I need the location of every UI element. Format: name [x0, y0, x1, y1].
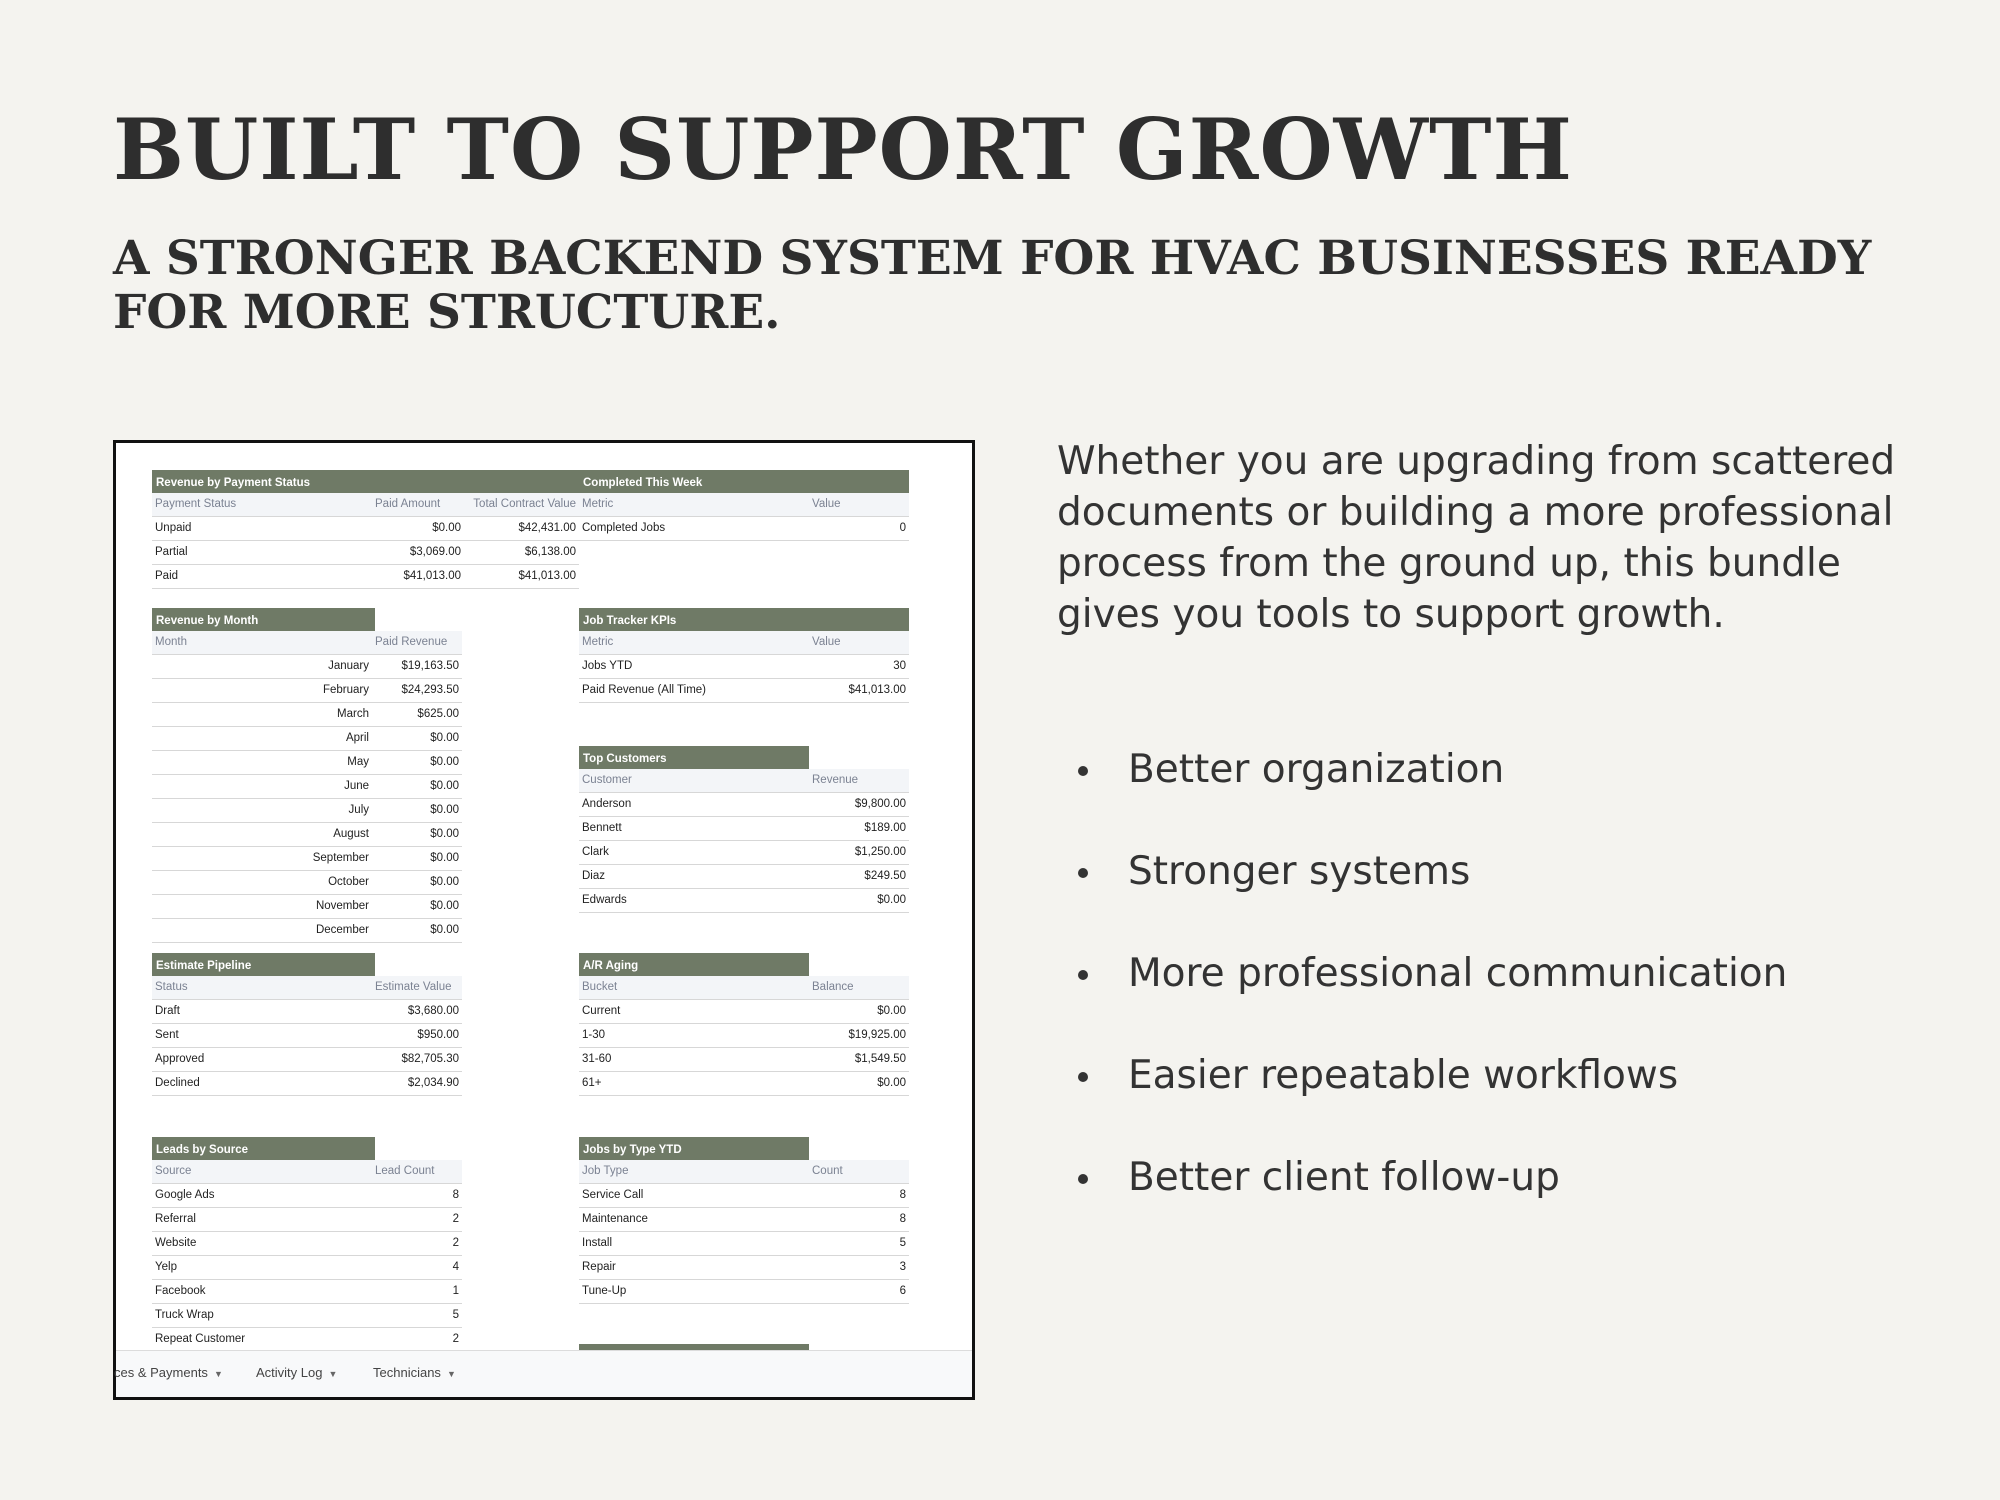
table-row: [152, 1184, 462, 1208]
estimate-pipeline-table: [152, 953, 462, 1096]
bullet-icon: [1078, 868, 1088, 878]
table-cell: $0.00: [430, 756, 459, 768]
table-cell: $189.00: [864, 822, 906, 834]
table-cell: $2,034.90: [407, 1077, 459, 1089]
dropdown-caret-icon: ▼: [328, 1369, 338, 1379]
table-cell: $3,680.00: [407, 1005, 459, 1017]
table-cell: 2: [452, 1213, 459, 1225]
page-title: BUILT TO SUPPORT GROWTH: [113, 100, 1573, 199]
table-cell: Maintenance: [582, 1213, 648, 1225]
table-cell: 1: [452, 1285, 459, 1297]
table-cell: $0.00: [877, 1005, 906, 1017]
table-row: [152, 1280, 462, 1304]
table-cell: Paid Revenue (All Time): [582, 684, 706, 696]
spreadsheet-screenshot: [113, 440, 975, 1400]
table-row: [579, 1256, 909, 1280]
table-cell: Diaz: [582, 870, 606, 882]
table-cell: Draft: [155, 1005, 180, 1017]
table-cell: Repeat Customer: [155, 1333, 246, 1345]
table-cell: $0.00: [430, 924, 459, 936]
table-title: Job Tracker KPIs: [579, 608, 909, 631]
revenue-by-month-table: [152, 608, 462, 943]
table-cell: 8: [899, 1189, 906, 1201]
table-cell: Install: [582, 1237, 613, 1249]
table-cell: Current: [582, 1005, 621, 1017]
bullet-icon: [1078, 1174, 1088, 1184]
table-cell: Unpaid: [155, 522, 192, 534]
table-row: [152, 1328, 462, 1352]
table-cell: $0.00: [430, 876, 459, 888]
column-header: Metric: [582, 636, 614, 648]
table-cell: Partial: [155, 546, 188, 558]
table-cell: 4: [452, 1261, 459, 1273]
completed-this-week-table: [579, 470, 909, 541]
column-header: Job Type: [582, 1165, 629, 1177]
table-cell: $19,925.00: [848, 1029, 906, 1041]
table-header-row: [579, 631, 909, 655]
table-header-row: [152, 1160, 462, 1184]
table-cell: $1,250.00: [854, 846, 906, 858]
table-cell: Completed Jobs: [582, 522, 666, 534]
table-cell: August: [333, 828, 369, 840]
table-row: [152, 517, 579, 541]
table-header-row: [152, 631, 462, 655]
table-cell: $1,549.50: [854, 1053, 906, 1065]
table-cell: $0.00: [877, 1077, 906, 1089]
dropdown-caret-icon: ▼: [213, 1369, 223, 1379]
table-cell: 8: [899, 1213, 906, 1225]
column-header: Value: [812, 498, 841, 510]
table-row: [579, 793, 909, 817]
table-row: [152, 703, 462, 727]
table-row: [152, 1256, 462, 1280]
table-cell: 8: [452, 1189, 459, 1201]
table-cell: 61+: [582, 1077, 602, 1089]
table-row: [579, 865, 909, 889]
table-cell: Declined: [155, 1077, 200, 1089]
table-cell: Clark: [582, 846, 609, 858]
table-row: [152, 1000, 462, 1024]
table-row: [579, 1232, 909, 1256]
table-row: [152, 727, 462, 751]
table-cell: $0.00: [430, 804, 459, 816]
table-cell: Referral: [155, 1213, 196, 1225]
table-cell: $0.00: [877, 894, 906, 906]
table-row: [152, 895, 462, 919]
table-row: [579, 841, 909, 865]
table-cell: Facebook: [155, 1285, 206, 1297]
column-header: Customer: [582, 774, 632, 786]
table-row: [152, 799, 462, 823]
table-cell: 3: [899, 1261, 906, 1273]
sheet-tab-label: Technicians: [373, 1365, 441, 1380]
table-cell: $625.00: [417, 708, 459, 720]
table-cell: $950.00: [417, 1029, 459, 1041]
column-header: Revenue: [812, 774, 859, 786]
table-row: [152, 655, 462, 679]
table-cell: $41,013.00: [848, 684, 906, 696]
table-cell: $41,013.00: [403, 570, 461, 582]
dropdown-caret-icon: ▼: [446, 1369, 456, 1379]
table-row: [152, 1232, 462, 1256]
bullet-icon: [1078, 970, 1088, 980]
table-title: Top Customers: [579, 746, 809, 769]
table-row: [152, 1024, 462, 1048]
table-header-row: [579, 769, 909, 793]
table-row: [152, 919, 462, 943]
table-row: [579, 817, 909, 841]
table-row: [579, 889, 909, 913]
column-header: Count: [812, 1165, 843, 1177]
column-header: Source: [155, 1165, 192, 1177]
table-cell: November: [315, 900, 369, 912]
bullet-icon: [1078, 766, 1088, 776]
leads-by-source-table: [152, 1137, 462, 1376]
table-cell: 6: [899, 1285, 906, 1297]
table-row: [152, 679, 462, 703]
table-cell: 5: [899, 1237, 906, 1249]
job-tracker-kpis-table: [579, 608, 909, 703]
table-cell: Sent: [155, 1029, 179, 1041]
top-customers-table: [579, 746, 909, 913]
table-cell: Yelp: [155, 1261, 177, 1273]
table-cell: June: [344, 780, 369, 792]
table-cell: $3,069.00: [409, 546, 461, 558]
column-header: Paid Revenue: [375, 636, 448, 648]
sheet-tab-bar: [116, 1350, 972, 1397]
table-row: [152, 1208, 462, 1232]
table-cell: $0.00: [430, 900, 459, 912]
table-row: [152, 541, 579, 565]
sheet-tab-activity-log[interactable]: [256, 1365, 337, 1380]
table-cell: $42,431.00: [518, 522, 576, 534]
column-header: Total Contract Value: [473, 498, 576, 510]
table-row: [579, 1000, 909, 1024]
table-cell: $82,705.30: [401, 1053, 459, 1065]
column-header: Bucket: [582, 981, 618, 993]
column-header: Payment Status: [155, 498, 237, 510]
table-cell: 30: [893, 660, 906, 672]
table-cell: 0: [899, 522, 906, 534]
sheet-tab-label: Activity Log: [256, 1365, 323, 1380]
table-title: Revenue by Month: [152, 608, 375, 631]
table-row: [579, 1072, 909, 1096]
table-title: Leads by Source: [152, 1137, 375, 1160]
table-cell: $0.00: [432, 522, 461, 534]
table-cell: $41,013.00: [518, 570, 576, 582]
table-cell: January: [328, 660, 369, 672]
table-cell: $0.00: [430, 732, 459, 744]
table-cell: Bennett: [582, 822, 622, 834]
column-header: Paid Amount: [375, 498, 441, 510]
bullet-icon: [1078, 1072, 1088, 1082]
table-cell: October: [328, 876, 369, 888]
table-cell: February: [322, 684, 369, 696]
revenue-by-payment-status-table: [152, 470, 579, 589]
column-header: Estimate Value: [375, 981, 452, 993]
table-cell: Jobs YTD: [582, 660, 633, 672]
table-cell: $9,800.00: [854, 798, 906, 810]
table-header-row: [152, 976, 462, 1000]
table-cell: Service Call: [582, 1189, 644, 1201]
table-cell: Tune-Up: [582, 1285, 627, 1297]
table-cell: July: [348, 804, 369, 816]
table-row: [579, 1184, 909, 1208]
table-cell: $6,138.00: [524, 546, 576, 558]
table-cell: Truck Wrap: [155, 1309, 214, 1321]
table-row: [152, 1304, 462, 1328]
table-cell: March: [337, 708, 369, 720]
sheet-tab-technicians[interactable]: [373, 1365, 456, 1380]
table-row: [579, 517, 909, 541]
table-row: [152, 775, 462, 799]
table-cell: $249.50: [864, 870, 906, 882]
table-cell: $0.00: [430, 780, 459, 792]
table-cell: $0.00: [430, 828, 459, 840]
table-cell: Repair: [582, 1261, 616, 1273]
jobs-by-type-table: [579, 1137, 909, 1304]
table-header-row: [152, 493, 579, 517]
table-cell: 1-30: [582, 1029, 606, 1041]
table-cell: Edwards: [582, 894, 627, 906]
table-cell: September: [312, 852, 369, 864]
table-row: [152, 565, 579, 589]
table-cell: $0.00: [430, 852, 459, 864]
table-row: [152, 1048, 462, 1072]
table-row: [152, 751, 462, 775]
table-cell: 2: [452, 1333, 459, 1345]
table-row: [579, 1280, 909, 1304]
table-row: [152, 871, 462, 895]
sheet-tab-invoices-payments[interactable]: [114, 1365, 223, 1380]
table-cell: Website: [155, 1237, 197, 1249]
table-cell: Approved: [155, 1053, 205, 1065]
table-row: [152, 1072, 462, 1096]
table-header-row: [579, 976, 909, 1000]
table-title: Completed This Week: [579, 470, 909, 493]
column-header: Lead Count: [375, 1165, 435, 1177]
table-row: [579, 655, 909, 679]
sheet-grid: [116, 443, 972, 1351]
table-title: Estimate Pipeline: [152, 953, 375, 976]
table-title: Revenue by Payment Status: [152, 470, 579, 493]
table-row: [579, 1048, 909, 1072]
intro-paragraph: Whether you are upgrading from scattered documents or building a more professional process from the ground up, this bundle gives you tools to support growth.: [1057, 439, 1896, 637]
table-row: [152, 847, 462, 871]
column-header: Metric: [582, 498, 614, 510]
table-cell: Paid: [155, 570, 179, 582]
table-header-row: [579, 1160, 909, 1184]
table-row: [152, 823, 462, 847]
table-cell: Anderson: [582, 798, 632, 810]
table-row: [579, 1024, 909, 1048]
table-cell: December: [315, 924, 369, 936]
table-cell: $19,163.50: [401, 660, 459, 672]
column-header: Balance: [812, 981, 854, 993]
table-cell: 5: [452, 1309, 459, 1321]
table-cell: 31-60: [582, 1053, 612, 1065]
table-title: Jobs by Type YTD: [579, 1137, 809, 1160]
column-header: Month: [155, 636, 187, 648]
page-subtitle: A STRONGER BACKEND SYSTEM FOR HVAC BUSINESSES READY FOR MORE STRUCTURE.: [113, 231, 1872, 340]
sheet-tab-label: ces & Payments: [114, 1365, 208, 1380]
table-cell: 2: [452, 1237, 459, 1249]
table-header-row: [579, 493, 909, 517]
ar-aging-table: [579, 953, 909, 1096]
table-row: [579, 1208, 909, 1232]
table-row: [579, 679, 909, 703]
table-cell: May: [347, 756, 369, 768]
table-cell: April: [345, 732, 369, 744]
table-title: A/R Aging: [579, 953, 809, 976]
table-cell: $24,293.50: [401, 684, 459, 696]
column-header: Status: [155, 981, 188, 993]
table-cell: Google Ads: [155, 1189, 215, 1201]
column-header: Value: [812, 636, 841, 648]
